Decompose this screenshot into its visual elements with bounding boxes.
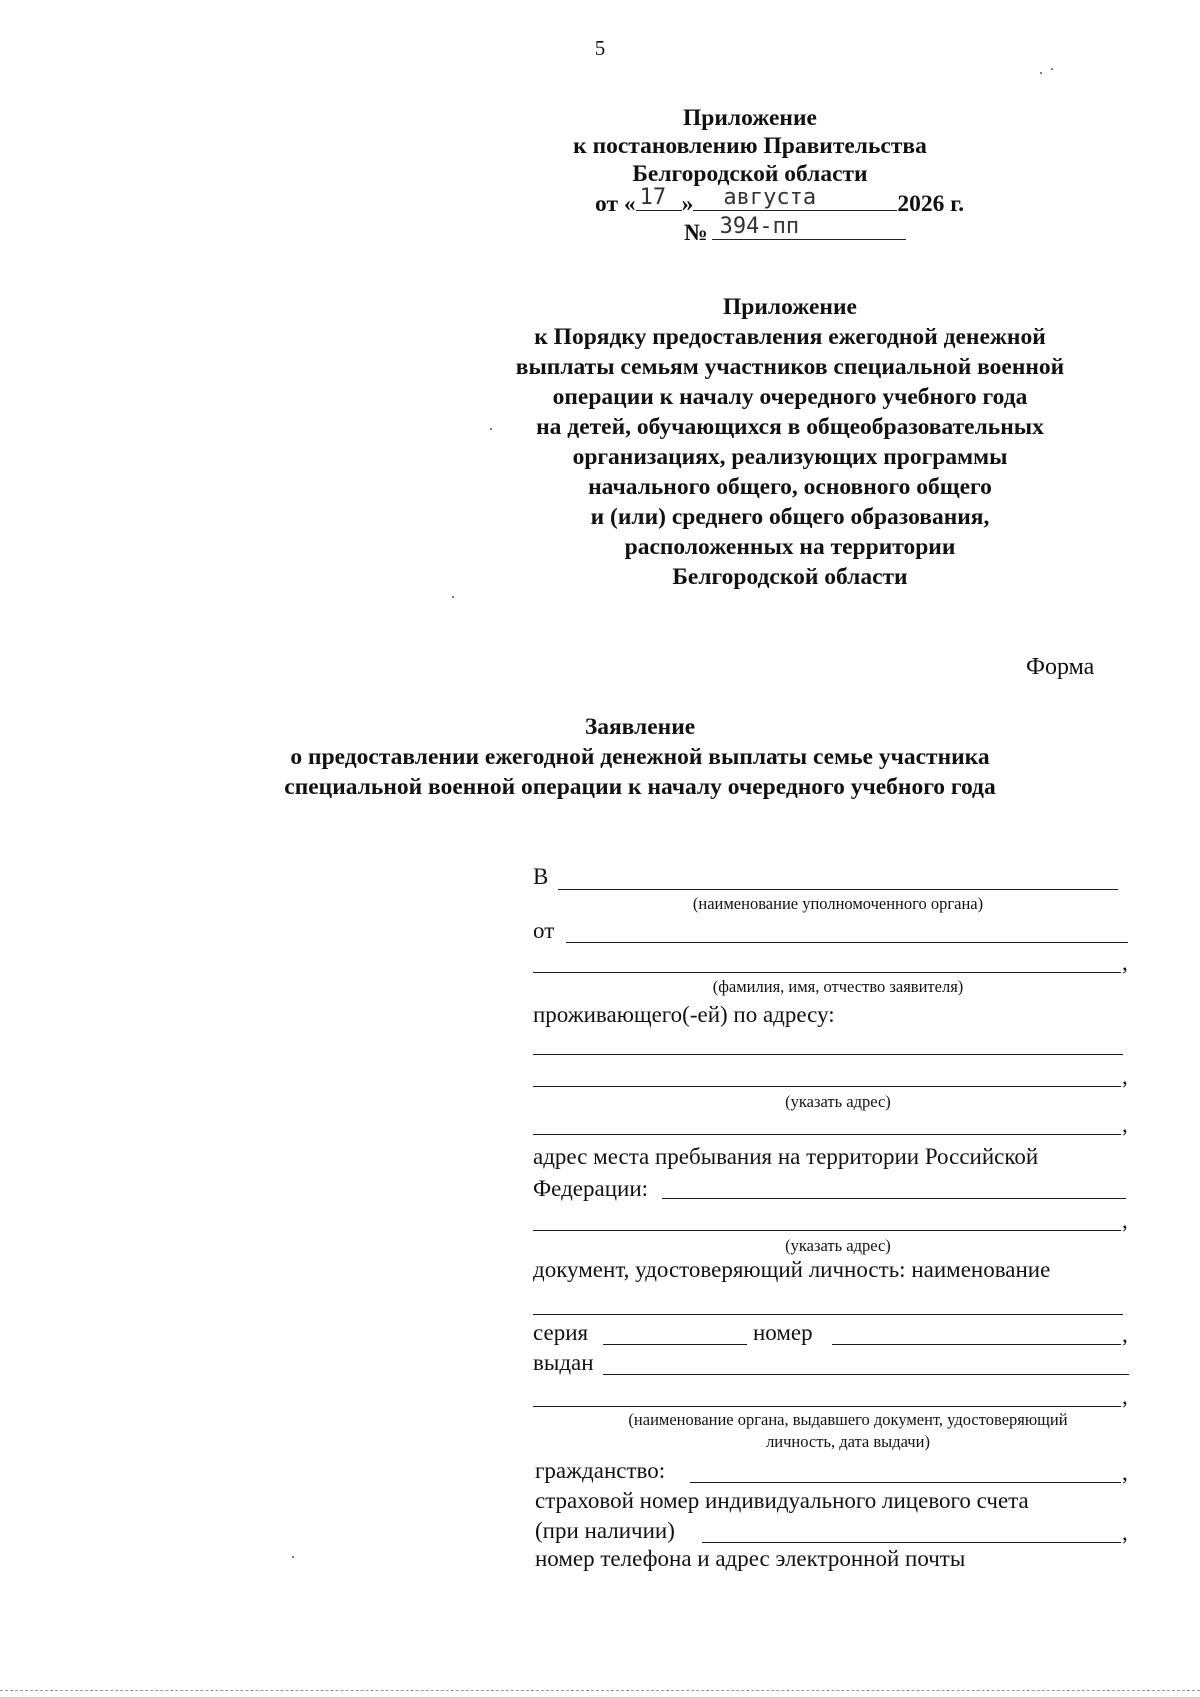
order-line: организациях, реализующих программы [572,444,1008,470]
comma: , [1122,1460,1128,1485]
scan-speck [452,596,454,598]
residence-label: проживающего(-ей) по адресу: [533,1002,835,1027]
form-label: Форма [1026,654,1095,680]
residence-line-1[interactable] [533,1054,1123,1055]
id-document-label: документ, удостоверяющий личность: наименование [533,1257,1051,1282]
comma: , [1122,950,1128,975]
order-line: на детей, обучающихся в общеобразовательных [536,414,1044,440]
stay-address-line-2[interactable] [533,1230,1121,1231]
scan-speck [1040,72,1042,74]
date-year: 2026 г. [897,191,965,217]
appendix-header-region: Белгородской области [632,161,868,187]
appendix-header [540,104,960,188]
number-label: номер [753,1320,813,1345]
appendix-header-resolution: к постановлению Правительства [573,133,927,159]
number-value: 394-пп [719,214,800,239]
number-field [712,214,906,240]
appendix-header-title: Приложение [683,105,817,131]
statement-title [40,712,1200,802]
issued-caption-2: личность, дата выдачи) [766,1432,930,1451]
snils-line[interactable] [702,1542,1121,1543]
statement-title-line2: о предоставлении ежегодной денежной выплаты семье участника [290,744,990,770]
to-authority-line[interactable] [558,889,1118,890]
comma: , [1122,1384,1128,1409]
scan-speck [490,428,492,430]
issued-label: выдан [533,1350,594,1375]
scan-edge [0,1690,1200,1691]
stay-address-line-1[interactable] [662,1198,1126,1199]
page-number: 5 [594,36,606,60]
citizenship-label: гражданство: [535,1458,666,1483]
snils-label-2: (при наличии) [535,1518,675,1543]
order-line: расположенных на территории [624,534,956,560]
date-prefix: от « [595,191,636,217]
comma: , [1122,1322,1128,1347]
comma: , [1122,1064,1128,1089]
appendix-to-order [470,292,1110,592]
to-prefix: В [533,864,549,889]
from-prefix: от [533,918,555,943]
from-line-1[interactable] [566,942,1128,943]
to-authority-caption: (наименование уполномоченного органа) [692,894,984,913]
comma: , [1122,1208,1128,1233]
stay-address-label: адрес места пребывания на территории Российской [533,1144,1039,1169]
stay-address-caption: (указать адрес) [785,1236,891,1255]
date-day-field [636,185,682,211]
series-label: серия [533,1320,589,1345]
number-prefix: № [684,220,708,246]
order-line: к Порядку предоставления ежегодной денежной [534,324,1046,350]
scan-speck [292,1556,294,1558]
date-month: августа [723,185,817,210]
order-line: выплаты семьям участников специальной военной [515,354,1065,380]
from-line-2[interactable] [533,972,1121,973]
scan-speck [1051,68,1053,70]
doc-number-line[interactable] [832,1344,1121,1345]
comma: , [1122,1112,1128,1137]
statement-title-main: Заявление [584,714,696,740]
statement-title-line3: специальной военной операции к началу очередного учебного года [284,774,996,800]
order-line: и (или) среднего общего образования, [590,504,990,530]
issued-caption-1: (наименование органа, выдавшего документ, удостоверяющий [628,1410,1068,1429]
date-day: 17 [639,185,667,210]
residence-line-3[interactable] [533,1134,1121,1135]
citizenship-line[interactable] [690,1482,1121,1483]
series-line[interactable] [603,1344,747,1345]
date-month-field [693,185,897,211]
order-line: начального общего, основного общего [588,474,992,500]
snils-label: страховой номер индивидуального лицевого счета [535,1488,1029,1513]
id-document-name-line[interactable] [533,1314,1123,1315]
order-line: Белгородской области [672,564,908,590]
applicant-name-caption: (фамилия, имя, отчество заявителя) [712,977,964,996]
issued-line-1[interactable] [603,1374,1129,1375]
order-line: операции к началу очередного учебного года [552,384,1028,410]
address-caption: (указать адрес) [785,1092,891,1111]
comma: , [1122,1520,1128,1545]
issued-line-2[interactable] [533,1406,1121,1407]
contacts-label: номер телефона и адрес электронной почты [535,1546,966,1571]
appendix-number-line [684,214,906,247]
residence-line-2[interactable] [533,1086,1121,1087]
date-mid: » [681,191,694,217]
order-line: Приложение [723,294,857,320]
stay-address-label-2: Федерации: [533,1176,649,1201]
